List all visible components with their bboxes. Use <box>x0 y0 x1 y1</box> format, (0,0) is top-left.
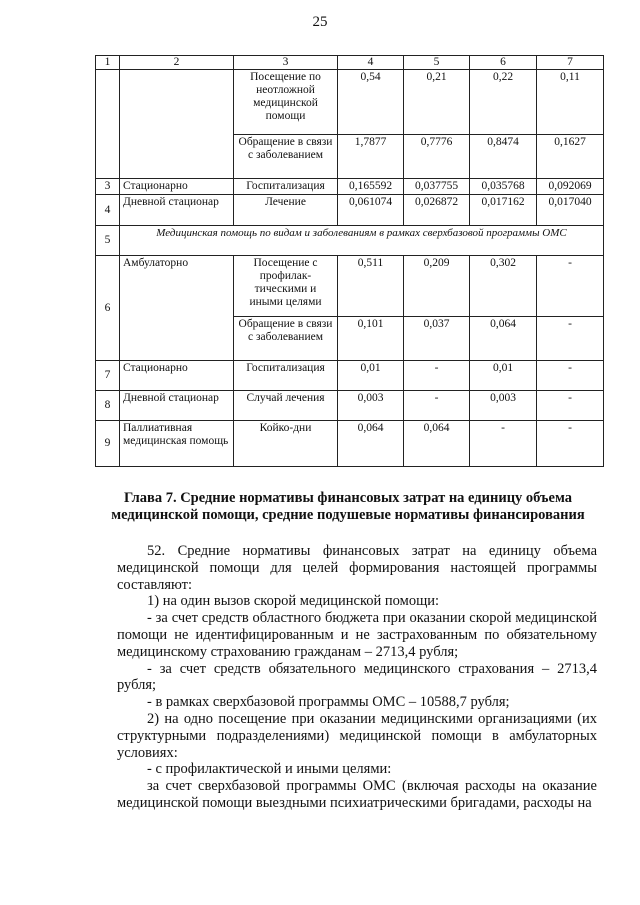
table-header-row <box>96 56 604 70</box>
value-cell: 0,7776 <box>404 135 470 179</box>
value-cell: - <box>537 361 604 391</box>
row-number-cell: 7 <box>96 361 120 391</box>
value-cell: 0,017162 <box>470 195 537 226</box>
column-header: 7 <box>537 56 604 70</box>
row-number-cell: 6 <box>96 256 120 361</box>
table-row <box>96 195 604 226</box>
column-header: 3 <box>234 56 338 70</box>
row-number-cell: 3 <box>96 179 120 195</box>
unit-cell: Койко-дни <box>234 421 338 467</box>
unit-cell: Случай лечения <box>234 391 338 421</box>
row-number-cell <box>96 70 120 179</box>
column-header: 5 <box>404 56 470 70</box>
norms-table <box>95 55 604 467</box>
table-row <box>96 391 604 421</box>
unit-cell: Посещение по неотложной медицинской помощи <box>234 70 338 135</box>
unit-cell: Лечение <box>234 195 338 226</box>
paragraph: - в рамках сверхбазовой программы ОМС – 10588,7 рубля; <box>147 694 510 711</box>
value-cell: 0,22 <box>470 70 537 135</box>
page-number: 25 <box>312 14 328 30</box>
table-row <box>96 421 604 467</box>
paragraph: - за счет средств обязательного медицинского страхования – 2713,4 рубля; <box>117 660 597 694</box>
value-cell: 0,064 <box>404 421 470 467</box>
table-row <box>96 256 604 317</box>
row-number-cell: 4 <box>96 195 120 226</box>
table-row <box>96 179 604 195</box>
category-cell <box>120 70 234 179</box>
value-cell: 0,01 <box>338 361 404 391</box>
unit-cell: Госпитализация <box>234 361 338 391</box>
unit-cell: Посещение с профилак-тическими и иными целями <box>234 256 338 317</box>
value-cell: 1,7877 <box>338 135 404 179</box>
value-cell: - <box>404 361 470 391</box>
category-cell: Стационарно <box>120 361 234 391</box>
value-cell: - <box>537 421 604 467</box>
value-cell: - <box>404 391 470 421</box>
body-text <box>117 543 597 812</box>
value-cell: 0,11 <box>537 70 604 135</box>
value-cell: 0,037755 <box>404 179 470 195</box>
value-cell: - <box>537 256 604 317</box>
value-cell: 0,064 <box>470 317 537 361</box>
unit-cell: Обращение в связи с заболеванием <box>234 317 338 361</box>
chapter-title: Глава 7. Средние нормативы финансовых затрат на единицу объема медицинской помощи, средние подушевые нормативы финансирования <box>111 490 585 523</box>
column-header: 1 <box>96 56 120 70</box>
value-cell: 0,003 <box>470 391 537 421</box>
category-cell: Паллиативная медицинская помощь <box>120 421 234 467</box>
value-cell: 0,1627 <box>537 135 604 179</box>
paragraph: 2) на одно посещение при оказании медицинскими организациями (их структурными подразделениями) медицинской помощи в амбулаторных условиях: <box>117 710 597 761</box>
value-cell: 0,101 <box>338 317 404 361</box>
paragraph: - за счет средств областного бюджета при оказании скорой медицинской помощи не идентифицированным и не застрахованным по обязательному медицинскому страхованию гражданам – 2713,4 рубля; <box>117 610 597 660</box>
paragraph: за счет сверхбазовой программы ОМС (включая расходы на оказание медицинской помощи выездными психиатрическими бригадами, расходы на <box>117 778 597 811</box>
value-cell: 0,302 <box>470 256 537 317</box>
column-header: 4 <box>338 56 404 70</box>
value-cell: 0,026872 <box>404 195 470 226</box>
paragraph: 52. Средние нормативы финансовых затрат на единицу объема медицинской помощи для целей формирования настоящей программы составляют: <box>117 543 597 593</box>
value-cell: 0,8474 <box>470 135 537 179</box>
category-cell: Дневной стационар <box>120 391 234 421</box>
value-cell: 0,037 <box>404 317 470 361</box>
value-cell: - <box>470 421 537 467</box>
row-number-cell: 9 <box>96 421 120 467</box>
value-cell: 0,209 <box>404 256 470 317</box>
value-cell: 0,035768 <box>470 179 537 195</box>
row-number-cell: 8 <box>96 391 120 421</box>
value-cell: - <box>537 391 604 421</box>
category-cell: Амбулаторно <box>120 256 234 361</box>
value-cell: 0,511 <box>338 256 404 317</box>
value-cell: 0,092069 <box>537 179 604 195</box>
section-heading-cell: Медицинская помощь по видам и заболеваниям в рамках сверхбазовой программы ОМС <box>120 226 604 256</box>
value-cell: 0,01 <box>470 361 537 391</box>
paragraph: 1) на один вызов скорой медицинской помощи: <box>147 593 440 610</box>
category-cell: Стационарно <box>120 179 234 195</box>
value-cell: 0,061074 <box>338 195 404 226</box>
unit-cell: Обращение в связи с заболеванием <box>234 135 338 179</box>
table-section-row <box>96 226 604 256</box>
table-row <box>96 361 604 391</box>
value-cell: 0,003 <box>338 391 404 421</box>
row-number-cell: 5 <box>96 226 120 256</box>
unit-cell: Госпитализация <box>234 179 338 195</box>
column-header: 6 <box>470 56 537 70</box>
table-row <box>96 70 604 135</box>
paragraph: - с профилактической и иными целями: <box>147 761 392 778</box>
value-cell: 0,017040 <box>537 195 604 226</box>
category-cell: Дневной стационар <box>120 195 234 226</box>
value-cell: - <box>537 317 604 361</box>
column-header: 2 <box>120 56 234 70</box>
value-cell: 0,54 <box>338 70 404 135</box>
value-cell: 0,21 <box>404 70 470 135</box>
value-cell: 0,165592 <box>338 179 404 195</box>
value-cell: 0,064 <box>338 421 404 467</box>
